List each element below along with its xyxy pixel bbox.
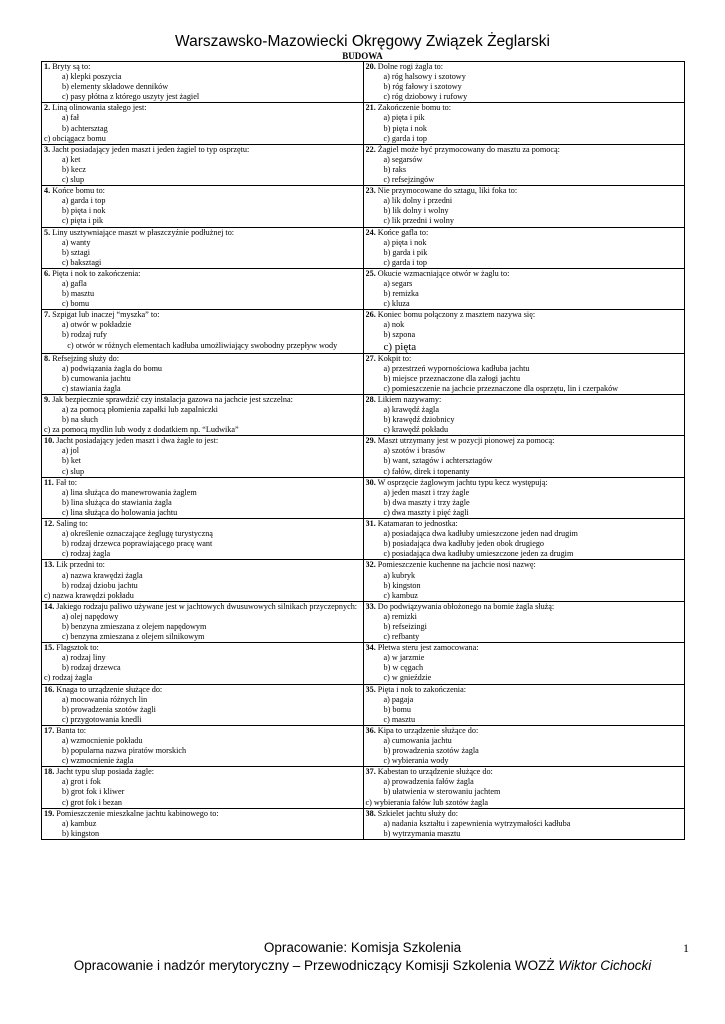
answer-a: a) grot i fok [62, 777, 101, 787]
answer-b: b) krawędź dziobnicy [383, 415, 455, 425]
answer-a: a) olej napędowy [62, 611, 119, 621]
answer-a: a) róg halsowy i szotowy [383, 72, 466, 82]
table-row [42, 144, 685, 185]
answer-a: a) kambuz [62, 818, 97, 828]
question-text: Do podwiązywania obłożonego na bomie żagla służą: [377, 601, 555, 611]
answer-c: c) wzmocnienie żagla [62, 756, 134, 766]
question-text: Żagiel może być przymocowany do masztu za pomocą: [377, 144, 560, 154]
answer-b: b) kingston [383, 580, 421, 590]
answer-a: a) pagaja [383, 694, 414, 704]
question-text: Liną olinowania stałego jest: [52, 103, 147, 113]
answer-a: a) cumowania jachtu [383, 736, 452, 745]
question-24: 24. Końce gafla to: a) pięta i nok b) garda i pik c) garda i top [363, 227, 685, 268]
question-text: Jacht posiadający jeden maszt i jeden żagiel to typ osprzętu: [52, 144, 250, 154]
answer-b: b) garda i pik [383, 247, 428, 257]
answer-b: b) raks [383, 164, 407, 174]
answer-c: c) kambuz [383, 590, 418, 600]
question-28: 28. Likiem nazywamy: a) krawędź żagla b) krawędź dziobnicy c) krawędź pokładu [363, 394, 685, 435]
question-35: 35. Pięta i nok to zakończenia: a) pagaja b) bomu c) masztu [363, 684, 685, 725]
answer-b: b) w cęgach [383, 663, 424, 673]
footer-author: Wiktor Cichocki [558, 958, 652, 973]
answer-b: b) benzyna zmieszana z olejem napędowym [62, 621, 207, 631]
answer-c: c) lik przedni i wolny [383, 216, 454, 226]
answer-c: c) rodzaj żagla [62, 549, 111, 559]
question-23: 23. Nie przymocowane do sztagu, liki foka to: a) lik dolny i przedni b) lik dolny i wolny c) lik przedni i wolny [363, 186, 685, 227]
question-text: Bryty są to: [52, 62, 91, 71]
question-table [41, 61, 685, 840]
question-5: 5. Liny usztywniające maszt w płaszczyźnie podłużnej to: a) wanty b) sztagi c) baksztagi [42, 227, 364, 268]
answer-a: a) krawędź żagla [383, 405, 439, 414]
question-15: 15. Flagsztok to: a) rodzaj liny b) rodzaj drzewca c) rodzaj żagla [42, 643, 364, 684]
question-12: 12. Saling to: a) określenie oznaczające żeglugę turystyczną b) rodzaj drzewca poprawiającego pracę want c) rodzaj żagla [42, 519, 364, 560]
question-31: 31. Katamaran to jednostka: a) posiadająca dwa kadłuby umieszczone jeden nad drugim b) posiadająca dwa kadłuby jeden obok drugiego c) posiadająca dwa kadłuby umieszczone jeden za drugim [363, 519, 685, 560]
footer-line-1: Opracowanie: Komisja Szkolenia [263, 940, 462, 955]
table-row [42, 394, 685, 435]
answer-a: a) określenie oznaczające żeglugę turystyczną [62, 529, 213, 539]
answer-a: a) przestrzeń wypornościowa kadłuba jachtu [383, 363, 530, 373]
answer-a: a) lik dolny i przedni [383, 196, 453, 206]
question-text: Lik przedni to: [56, 560, 105, 570]
table-row [42, 310, 685, 353]
question-27: 27. Kokpit to: a) przestrzeń wypornościowa kadłuba jachtu b) miejsce przeznaczone dla załogi jachtu c) pomieszczenie na jachcie przeznaczone dla osprzętu, lin i czerpaków [363, 353, 685, 394]
answer-b: b) róg fałowy i szotowy [383, 82, 462, 92]
question-19: 19. Pomieszczenie mieszkalne jachtu kabinowego to: a) kambuz b) kingston [42, 808, 364, 839]
question-text: Likiem nazywamy: [377, 394, 442, 404]
answer-b: b) prowadzenia szotów żagli [62, 704, 156, 714]
answer-b: b) miejsce przeznaczone dla załogi jachtu [383, 373, 521, 383]
answer-c: c) refbanty [383, 632, 420, 642]
answer-c: c) posiadająca dwa kadłuby umieszczone jeden za drugim [383, 549, 574, 559]
answer-b: b) sztagi [62, 247, 90, 257]
answer-b: b) rodzaj drzewca [62, 663, 121, 673]
table-row [42, 353, 685, 394]
answer-b: b) remizka [383, 289, 419, 299]
answer-b: b) ułatwienia w sterowaniu jachtem [383, 787, 501, 797]
question-text: Knaga to urządzenie służące do: [56, 684, 163, 694]
question-26: 26. Koniec bomu połączony z masztem nazywa się: a) nok b) szpona c) pięta [363, 310, 685, 353]
footer-line-2 [0, 958, 725, 973]
answer-c: c) slup [62, 175, 85, 185]
answer-a: a) wzmocnienie pokładu [62, 736, 143, 745]
question-text: Jacht typu slup posiada żagle: [56, 767, 155, 777]
question-text: Okucie wzmacniające otwór w żaglu to: [377, 268, 510, 278]
question-text: Flagsztok to: [56, 643, 99, 653]
answer-c: c) lina służąca do holowania jachtu [62, 507, 178, 517]
question-9: 9. Jak bezpiecznie sprawdzić czy instalacja gazowa na jachcie jest szczelna: a) za pomocą płomienia zapałki lub zapalniczki b) na słuch c) za pomocą mydlin lub wody z dodatkiem np. “Ludwika” [42, 394, 364, 435]
answer-b: b) rodzaj drzewca poprawiającego pracę want [62, 539, 213, 549]
question-text: Dolne rogi żagla to: [377, 62, 444, 71]
question-14: 14. Jakiego rodzaju paliwo używane jest w jachtowych dwusuwowych silnikach przyczepnych: a) olej napędowy b) benzyna zmieszana z olejem napędowym c) benzyna zmieszana z olejem silnikowym [42, 601, 364, 642]
answer-a: a) podwiązania żagla do bomu [62, 363, 163, 373]
answer-b: b) kecz [62, 164, 86, 174]
answer-a: a) lina służąca do manewrowania żaglem [62, 487, 197, 497]
answer-c: c) stawiania żagla [62, 383, 121, 393]
question-18: 18. Jacht typu slup posiada żagle: a) grot i fok b) grot fok i kliwer c) grot fok i bezan [42, 767, 364, 808]
answer-c: c) refsejzingów [383, 175, 435, 185]
question-text: Jacht posiadający jeden maszt i dwa żagle to jest: [56, 436, 219, 446]
answer-c: c) przygotowania knedli [62, 714, 142, 724]
table-row [42, 103, 685, 144]
answer-c: c) baksztagi [62, 257, 102, 267]
question-text: Refsejzing służy do: [52, 353, 120, 363]
question-38: 38. Szkielet jachtu służy do: a) nadania kształtu i zapewnienia wytrzymałości kadłuba b) wytrzymania masztu [363, 808, 685, 839]
answer-b: b) szpona [383, 330, 416, 340]
question-text: Pomieszczenie kuchenne na jachcie nosi nazwę: [377, 560, 536, 570]
answer-a: a) kubryk [383, 570, 416, 580]
answer-a: a) gafla [62, 278, 87, 288]
question-text: Kabestan to urządzenie służące do: [377, 767, 493, 777]
answer-a: a) jeden maszt i trzy żagle [383, 487, 470, 497]
answer-c: c) rodzaj żagla [44, 673, 93, 683]
answer-c: c) wybierania fałów lub szotów żagla [365, 797, 489, 807]
answer-b: b) rodzaj dziobu jachtu [62, 580, 138, 590]
answer-c: c) za pomocą mydlin lub wody z dodatkiem np. “Ludwika” [44, 425, 239, 435]
answer-b: b) dwa maszty i trzy żagle [383, 497, 470, 507]
section-label: BUDOWA [342, 51, 383, 61]
answer-c: c) bomu [62, 299, 90, 309]
answer-c: c) grot fok i bezan [62, 797, 123, 807]
answer-b: b) kingston [62, 828, 100, 838]
question-17: 17. Banta to: a) wzmocnienie pokładu b) popularna nazwa piratów morskich c) wzmocnienie żagla [42, 725, 364, 766]
question-32: 32. Pomieszczenie kuchenne na jachcie nosi nazwę: a) kubryk b) kingston c) kambuz [363, 560, 685, 601]
question-text: Końce bomu to: [52, 186, 105, 196]
answer-a: a) w jarzmie [383, 653, 425, 663]
question-text: Maszt utrzymany jest w pozycji pionowej za pomocą: [377, 436, 555, 446]
table-row [42, 808, 685, 839]
question-22: 22. Żagiel może być przymocowany do masztu za pomocą: a) segarsów b) raks c) refsejzingów [363, 144, 685, 185]
question-16: 16. Knaga to urządzenie służące do: a) mocowania różnych lin b) prowadzenia szotów żagli c) przygotowania knedli [42, 684, 364, 725]
answer-c: c) róg dziobowy i rufowy [383, 92, 468, 102]
answer-a: a) remizki [383, 611, 417, 621]
answer-c: c) garda i top [383, 133, 427, 143]
answer-b: b) lik dolny i wolny [383, 206, 449, 216]
answer-a: a) fał [62, 113, 80, 123]
answer-a: a) nadania kształtu i zapewnienia wytrzymałości kadłuba [383, 818, 571, 828]
answer-a: a) pięta i nok [383, 237, 427, 247]
answer-b: b) wytrzymania masztu [383, 828, 461, 838]
answer-a: a) garda i top [62, 196, 106, 206]
answer-a: a) wanty [62, 237, 91, 247]
question-10: 10. Jacht posiadający jeden maszt i dwa żagle to jest: a) jol b) ket c) slup [42, 436, 364, 477]
question-text: Pomieszczenie mieszkalne jachtu kabinowego to: [56, 808, 219, 818]
answer-b: b) pięta i nok [383, 123, 427, 133]
answer-c: c) pięta [383, 340, 417, 353]
question-7: 7. Szpigat lub inaczej “myszka” to: a) otwór w pokładzie b) rodzaj rufy c) otwór w różnych elementach kadłuba umożliwiający swobodny przepływ wody [42, 310, 364, 353]
answer-a: a) segarsów [383, 154, 423, 164]
question-text: Szpigat lub inaczej “myszka” to: [52, 310, 160, 320]
question-29: 29. Maszt utrzymany jest w pozycji pionowej za pomocą: a) szotów i brasów b) want, sztagów i achtersztagów c) fałów, direk i topenanty [363, 436, 685, 477]
answer-b: b) masztu [62, 289, 95, 299]
question-text: Szkielet jachtu służy do: [377, 808, 459, 818]
answer-a: a) segars [383, 278, 413, 288]
answer-b: b) prowadzenia szotów żagla [383, 746, 479, 756]
answer-b: b) grot fok i kliwer [62, 787, 125, 797]
answer-a: a) nazwa krawędzi żagla [62, 570, 143, 580]
question-text: Jak bezpiecznie sprawdzić czy instalacja gazowa na jachcie jest szczelna: [52, 394, 293, 404]
answer-b: b) bomu [383, 704, 412, 714]
answer-c: c) krawędź pokładu [383, 425, 449, 435]
page-number: 1 [683, 941, 689, 955]
answer-b: b) na słuch [62, 415, 98, 425]
question-20: 20. Dolne rogi żagla to: a) róg halsowy i szotowy b) róg fałowy i szotowy c) róg dziobowy i rufowy [363, 62, 685, 103]
answer-a: a) nok [383, 320, 405, 330]
answer-c: c) fałów, direk i topenanty [383, 466, 470, 476]
question-text: Kipa to urządzenie służące do: [377, 725, 479, 735]
question-4: 4. Końce bomu to: a) garda i top b) pięta i nok c) pięta i pik [42, 186, 364, 227]
table-row [42, 477, 685, 518]
answer-c: c) benzyna zmieszana z olejem silnikowym [62, 632, 205, 642]
answer-c: c) otwór w różnych elementach kadłuba umożliwiający swobodny przepływ wody [67, 340, 338, 350]
question-text: Nie przymocowane do sztagu, liki foka to: [377, 186, 518, 196]
question-13: 13. Lik przedni to: a) nazwa krawędzi żagla b) rodzaj dziobu jachtu c) nazwa krawędzi pokładu [42, 560, 364, 601]
table-row [42, 519, 685, 560]
answer-c: c) garda i top [383, 257, 427, 267]
question-text: Saling to: [56, 519, 88, 529]
answer-a: a) rodzaj liny [62, 653, 106, 663]
question-text: Liny usztywniające maszt w płaszczyźnie podłużnej to: [52, 227, 235, 237]
question-30: 30. W osprzęcie żaglowym jachtu typu kecz występują: a) jeden maszt i trzy żagle b) dwa maszty i trzy żagle c) dwa maszty i pięć żagli [363, 477, 685, 518]
question-21: 21. Zakończenie bomu to: a) pięta i pik b) pięta i nok c) garda i top [363, 103, 685, 144]
question-text: Końce gafla to: [377, 227, 429, 237]
question-25: 25. Okucie wzmacniające otwór w żaglu to: a) segars b) remizka c) kluza [363, 268, 685, 309]
answer-a: a) szotów i brasów [383, 446, 446, 456]
answer-b: b) pięta i nok [62, 206, 106, 216]
answer-b: b) popularna nazwa piratów morskich [62, 746, 187, 756]
answer-a: a) prowadzenia fałów żagla [383, 777, 474, 787]
answer-a: a) jol [62, 446, 80, 456]
question-text: Katamaran to jednostka: [377, 519, 458, 529]
answer-b: b) rodzaj rufy [62, 330, 108, 340]
table-row [42, 560, 685, 601]
table-row [42, 268, 685, 309]
answer-b: b) posiadająca dwa kadłuby jeden obok drugiego [383, 539, 545, 549]
answer-a: a) klepki poszycia [62, 72, 122, 82]
question-36: 36. Kipa to urządzenie służące do: a) cumowania jachtu b) prowadzenia szotów żagla c) wybierania wody [363, 725, 685, 766]
question-text: Koniec bomu połączony z masztem nazywa się: [377, 310, 536, 320]
question-text: Kokpit to: [377, 353, 412, 363]
table-row [42, 643, 685, 684]
answer-c: c) w gnieździe [383, 673, 432, 683]
question-3: 3. Jacht posiadający jeden maszt i jeden żagiel to typ osprzętu: a) ket b) kecz c) slup [42, 144, 364, 185]
page-title: Warszawsko-Mazowiecki Okręgowy Związek Żeglarski [175, 33, 550, 50]
answer-c: c) masztu [383, 714, 416, 724]
answer-b: b) ket [62, 456, 81, 466]
question-text: Banta to: [56, 725, 87, 735]
footer-credit: Opracowanie i nadzór merytoryczny – Przewodniczący Komisji Szkolenia WOZŻ [73, 958, 559, 973]
question-text: W osprzęcie żaglowym jachtu typu kecz występują: [377, 477, 548, 487]
answer-c: c) obciągacz bomu [44, 133, 106, 143]
question-11: 11. Fał to: a) lina służąca do manewrowania żaglem b) lina służąca do stawiania żagla c) lina służąca do holowania jachtu [42, 477, 364, 518]
question-text: Płetwa steru jest zamocowana: [377, 643, 479, 653]
answer-c: c) slup [62, 466, 85, 476]
answer-b: b) refseizingi [383, 621, 427, 631]
question-text: Pięta i nok to zakończenia: [377, 684, 466, 694]
answer-a: a) mocowania różnych lin [62, 694, 148, 704]
table-row [42, 684, 685, 725]
question-1: 1. Bryty są to: a) klepki poszycia b) elementy składowe denników c) pasy płótna z którego uszyty jest żagiel [42, 62, 364, 103]
answer-c: c) pięta i pik [62, 216, 104, 226]
answer-c: c) wybierania wody [383, 756, 449, 766]
table-row [42, 725, 685, 766]
question-6: 6. Pięta i nok to zakończenia: a) gafla b) masztu c) bomu [42, 268, 364, 309]
question-text: Fał to: [55, 477, 77, 487]
answer-a: a) pięta i pik [383, 113, 425, 123]
answer-a: a) ket [62, 154, 81, 164]
table-row [42, 186, 685, 227]
question-2: 2. Liną olinowania stałego jest: a) fał b) achtersztag c) obciągacz bomu [42, 103, 364, 144]
answer-c: c) nazwa krawędzi pokładu [44, 590, 134, 600]
question-text: Jakiego rodzaju paliwo używane jest w jachtowych dwusuwowych silnikach przyczepnych: [56, 601, 358, 611]
table-row [42, 767, 685, 808]
table-row [42, 62, 685, 103]
question-text: Zakończenie bomu to: [377, 103, 451, 113]
question-8: 8. Refsejzing służy do: a) podwiązania żagla do bomu b) cumowania jachtu c) stawiania żagla [42, 353, 364, 394]
question-37: 37. Kabestan to urządzenie służące do: a) prowadzenia fałów żagla b) ułatwienia w sterowaniu jachtem c) wybierania fałów lub szotów żagla [363, 767, 685, 808]
answer-c: c) kluza [383, 299, 410, 309]
question-text: Pięta i nok to zakończenia: [52, 268, 141, 278]
table-row [42, 436, 685, 477]
answer-c: c) pasy płótna z którego uszyty jest żagiel [62, 92, 200, 102]
answer-b: b) cumowania jachtu [62, 373, 131, 383]
answer-a: a) posiadająca dwa kadłuby umieszczone jeden nad drugim [383, 529, 578, 539]
answer-b: b) achtersztag [62, 123, 108, 133]
question-34: 34. Płetwa steru jest zamocowana: a) w jarzmie b) w cęgach c) w gnieździe [363, 643, 685, 684]
answer-b: b) want, sztagów i achtersztagów [383, 456, 493, 466]
table-row [42, 227, 685, 268]
table-row [42, 601, 685, 642]
answer-b: b) lina służąca do stawiania żagla [62, 497, 172, 507]
answer-a: a) otwór w pokładzie [62, 320, 132, 330]
answer-a: a) za pomocą płomienia zapałki lub zapalniczki [62, 405, 218, 414]
question-33: 33. Do podwiązywania obłożonego na bomie żagla służą: a) remizki b) refseizingi c) refbanty [363, 601, 685, 642]
answer-c: c) pomieszczenie na jachcie przeznaczone dla osprzętu, lin i czerpaków [383, 383, 619, 393]
answer-c: c) dwa maszty i pięć żagli [383, 507, 469, 517]
answer-b: b) elementy składowe denników [62, 82, 169, 92]
